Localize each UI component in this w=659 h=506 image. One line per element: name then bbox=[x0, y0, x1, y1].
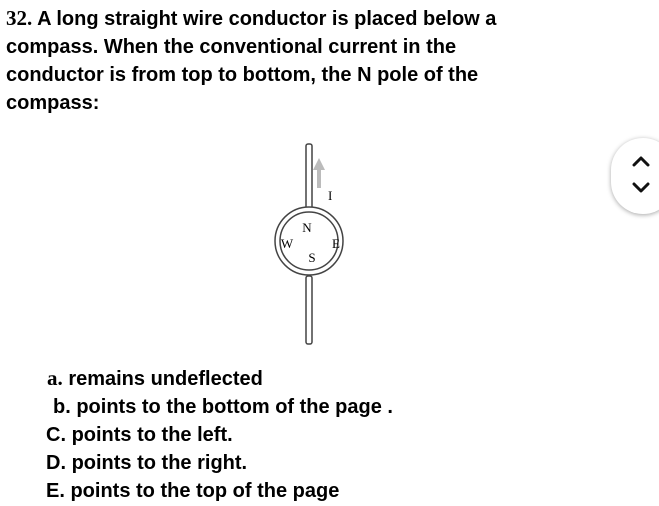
option-d-letter: D. bbox=[46, 452, 66, 474]
question-line-4: compass: bbox=[6, 92, 100, 114]
option-c-letter: C. bbox=[46, 424, 66, 446]
chevron-up-icon[interactable] bbox=[629, 151, 653, 171]
question-line-3: conductor is from top to bottom, the N pole of the bbox=[6, 64, 479, 86]
option-b-text: points to the bottom of the page . bbox=[76, 396, 393, 418]
option-e[interactable] bbox=[44, 477, 393, 505]
compass-east-label: E bbox=[332, 236, 340, 251]
question-number: 32. bbox=[6, 6, 33, 30]
option-a[interactable] bbox=[44, 364, 393, 393]
wire-bottom bbox=[306, 276, 312, 344]
option-b-letter: b. bbox=[53, 396, 71, 418]
compass-north-label: N bbox=[302, 220, 312, 235]
question-text bbox=[6, 4, 596, 117]
question-nav-widget bbox=[611, 138, 659, 214]
chevron-down-icon[interactable] bbox=[629, 178, 653, 198]
current-label: I bbox=[328, 188, 333, 203]
question-line-2: compass. When the conventional current in the bbox=[6, 36, 457, 58]
diagram-svg bbox=[268, 140, 358, 350]
compass-south-label: S bbox=[308, 250, 316, 265]
option-a-text: remains undeflected bbox=[68, 368, 263, 390]
compass-west-label: W bbox=[280, 236, 294, 251]
wire-compass-diagram bbox=[268, 140, 358, 350]
question-line-1: 32. A long straight wire conductor is placed below a bbox=[6, 6, 497, 30]
answer-options bbox=[44, 364, 393, 505]
compass bbox=[275, 207, 343, 275]
option-c[interactable] bbox=[44, 421, 393, 449]
option-d[interactable] bbox=[44, 449, 393, 477]
option-e-letter: E. bbox=[46, 480, 65, 502]
option-a-letter: a. bbox=[47, 366, 63, 390]
option-d-text: points to the right. bbox=[71, 452, 248, 474]
option-e-text: points to the top of the page bbox=[70, 480, 340, 502]
wire-top bbox=[306, 144, 312, 210]
option-c-text: points to the left. bbox=[71, 424, 233, 446]
current-arrow-icon bbox=[313, 158, 325, 188]
option-b[interactable] bbox=[44, 393, 393, 421]
